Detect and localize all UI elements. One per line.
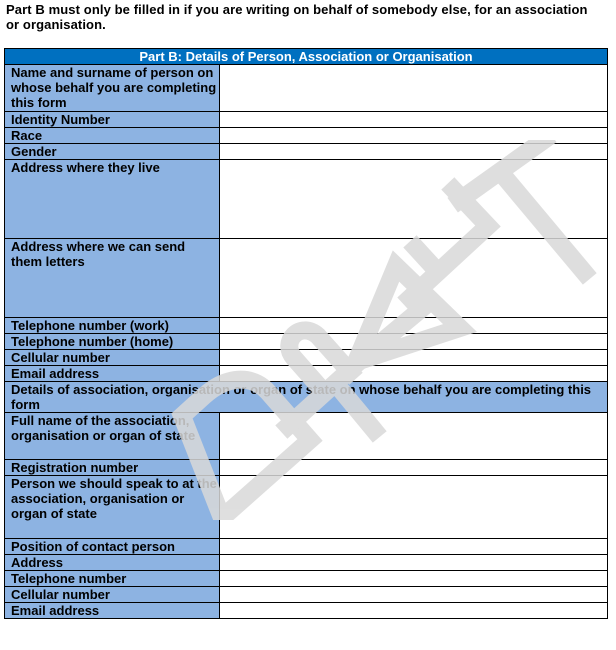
row-label: Position of contact person [5, 539, 220, 555]
row-label: Full name of the association, organisation or organ of state [5, 413, 220, 460]
table-row [5, 112, 608, 128]
organisation-cellular-field[interactable] [220, 587, 608, 603]
row-label: Email address [5, 366, 220, 382]
part-b-form-table [4, 48, 608, 619]
table-row [5, 587, 608, 603]
table-row [5, 460, 608, 476]
row-label: Cellular number [5, 350, 220, 366]
work-telephone-field[interactable] [220, 318, 608, 334]
row-label: Person we should speak to at the association, organisation or organ of state [5, 476, 220, 539]
table-row [5, 239, 608, 318]
row-label: Telephone number [5, 571, 220, 587]
contact-person-field[interactable] [220, 476, 608, 539]
residential-address-field[interactable] [220, 160, 608, 239]
row-label: Cellular number [5, 587, 220, 603]
organisation-address-field[interactable] [220, 555, 608, 571]
gender-field[interactable] [220, 144, 608, 160]
table-row [5, 571, 608, 587]
table-row [5, 160, 608, 239]
registration-number-field[interactable] [220, 460, 608, 476]
row-label: Telephone number (home) [5, 334, 220, 350]
race-field[interactable] [220, 128, 608, 144]
home-telephone-field[interactable] [220, 334, 608, 350]
row-label: Race [5, 128, 220, 144]
row-label: Identity Number [5, 112, 220, 128]
section-row [5, 382, 608, 413]
table-row [5, 539, 608, 555]
table-header-row [5, 49, 608, 65]
row-label: Address where we can send them letters [5, 239, 220, 318]
postal-address-field[interactable] [220, 239, 608, 318]
row-label: Registration number [5, 460, 220, 476]
table-row [5, 413, 608, 460]
table-row [5, 334, 608, 350]
organisation-telephone-field[interactable] [220, 571, 608, 587]
row-label: Address [5, 555, 220, 571]
table-row [5, 603, 608, 619]
name-surname-field[interactable] [220, 65, 608, 112]
table-row [5, 350, 608, 366]
intro-text: Part B must only be filled in if you are writing on behalf of somebody else, for an association or organisation. [6, 2, 588, 32]
table-row [5, 144, 608, 160]
table-row [5, 366, 608, 382]
contact-position-field[interactable] [220, 539, 608, 555]
row-label: Address where they live [5, 160, 220, 239]
table-row [5, 476, 608, 539]
organisation-name-field[interactable] [220, 413, 608, 460]
row-label: Gender [5, 144, 220, 160]
identity-number-field[interactable] [220, 112, 608, 128]
row-label: Telephone number (work) [5, 318, 220, 334]
email-address-field[interactable] [220, 366, 608, 382]
row-label: Name and surname of person on whose behalf you are completing this form [5, 65, 220, 112]
table-row [5, 555, 608, 571]
cellular-number-field[interactable] [220, 350, 608, 366]
table-header: Part B: Details of Person, Association or Organisation [5, 49, 608, 65]
row-label: Email address [5, 603, 220, 619]
organisation-email-field[interactable] [220, 603, 608, 619]
table-row [5, 65, 608, 112]
organisation-section-heading: Details of association, organisation or organ of state on whose behalf you are completing this form [5, 382, 608, 413]
table-row [5, 128, 608, 144]
table-row [5, 318, 608, 334]
